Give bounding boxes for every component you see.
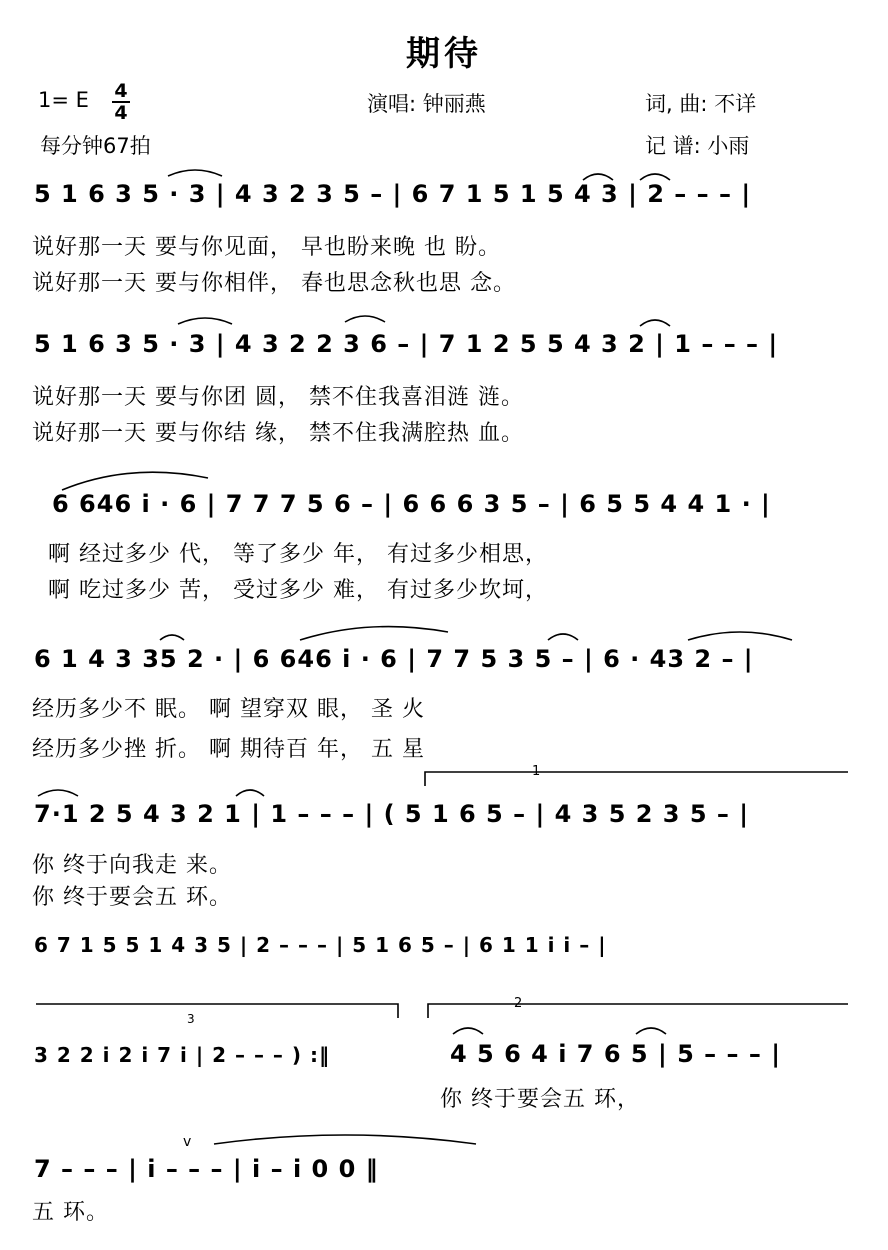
notation-line-7a: 3 2 2 i 2 i 7 i | 2 – – – ) :‖ [34,1043,330,1067]
lyrics-line-7: 你 终于要会五 环， [440,1087,640,1112]
lyrics-line-4a: 经历多少不 眠。 啊 望穿双 眼， 圣 火 [32,697,425,722]
lyrics-line-2a: 说好那一天 要与你团 圆， 禁不住我喜泪涟 涟。 [32,385,524,410]
lyrics-line-8: 五 环。 [32,1200,109,1225]
lyrics-line-1a: 说好那一天 要与你见面， 早也盼来晚 也 盼。 [32,235,501,260]
singer-credit: 演唱: 钟丽燕 [367,92,486,116]
volta-1-number: 1 [532,764,542,779]
song-title: 期待 [406,34,482,74]
composer-credit: 词, 曲: 不详 [645,92,757,116]
tempo-marking: 每分钟67拍 [40,134,151,158]
lyrics-line-4b: 经历多少挫 折。 啊 期待百 年， 五 星 [32,737,425,762]
lyrics-line-2b: 说好那一天 要与你结 缘， 禁不住我满腔热 血。 [32,421,524,446]
lyrics-line-3a: 啊 经过多少 代， 等了多少 年， 有过多少相思， [48,542,548,567]
notation-line-1: 5 1 6 3 5 · 3 | 4 3 2 3 5 – | 6 7 1 5 1 5 4 3 | 2 – – – | [34,180,752,208]
volta-2-number: 2 [514,996,524,1011]
notation-credit: 记 谱: 小雨 [645,134,750,158]
lyrics-line-3b: 啊 吃过多少 苦， 受过多少 难， 有过多少坎坷， [48,578,548,603]
lyrics-line-5b: 你 终于要会五 环。 [32,885,232,910]
time-signature-bottom: 4 [114,102,128,124]
notation-line-5: 7·1 2 5 4 3 2 1 | 1 – – – | ( 5 1 6 5 – | 4 3 5 2 3 5 – | [34,800,750,828]
key-signature: 1= E [38,88,89,112]
notation-line-6: 6 7 1 5 5 1 4 3 5 | 2 – – – | 5 1 6 5 – | 6 1 1 i i – | [34,933,607,957]
breath-mark: v [183,1134,193,1150]
notation-line-8: 7 – – – | i – – – | i – i 0 0 ‖ [34,1155,379,1183]
time-signature-top: 4 [114,80,128,102]
lyrics-line-5a: 你 终于向我走 来。 [32,853,232,878]
notation-line-2: 5 1 6 3 5 · 3 | 4 3 2 2 3 6 – | 7 1 2 5 5 4 3 2 | 1 – – – | [34,330,779,358]
notation-line-3: 6 646 i · 6 | 7 7 7 5 6 – | 6 6 6 3 5 – | 6 5 5 4 4 1 · | [52,490,771,518]
notation-line-7b: 4 5 6 4 i 7 6 5 | 5 – – – | [450,1040,781,1068]
notation-line-4: 6 1 4 3 35 2 · | 6 646 i · 6 | 7 7 5 3 5 – | 6 · 43 2 – | [34,645,754,673]
lyrics-line-1b: 说好那一天 要与你相伴， 春也思念秋也思 念。 [32,271,516,296]
triplet-mark: 3 [187,1012,196,1026]
